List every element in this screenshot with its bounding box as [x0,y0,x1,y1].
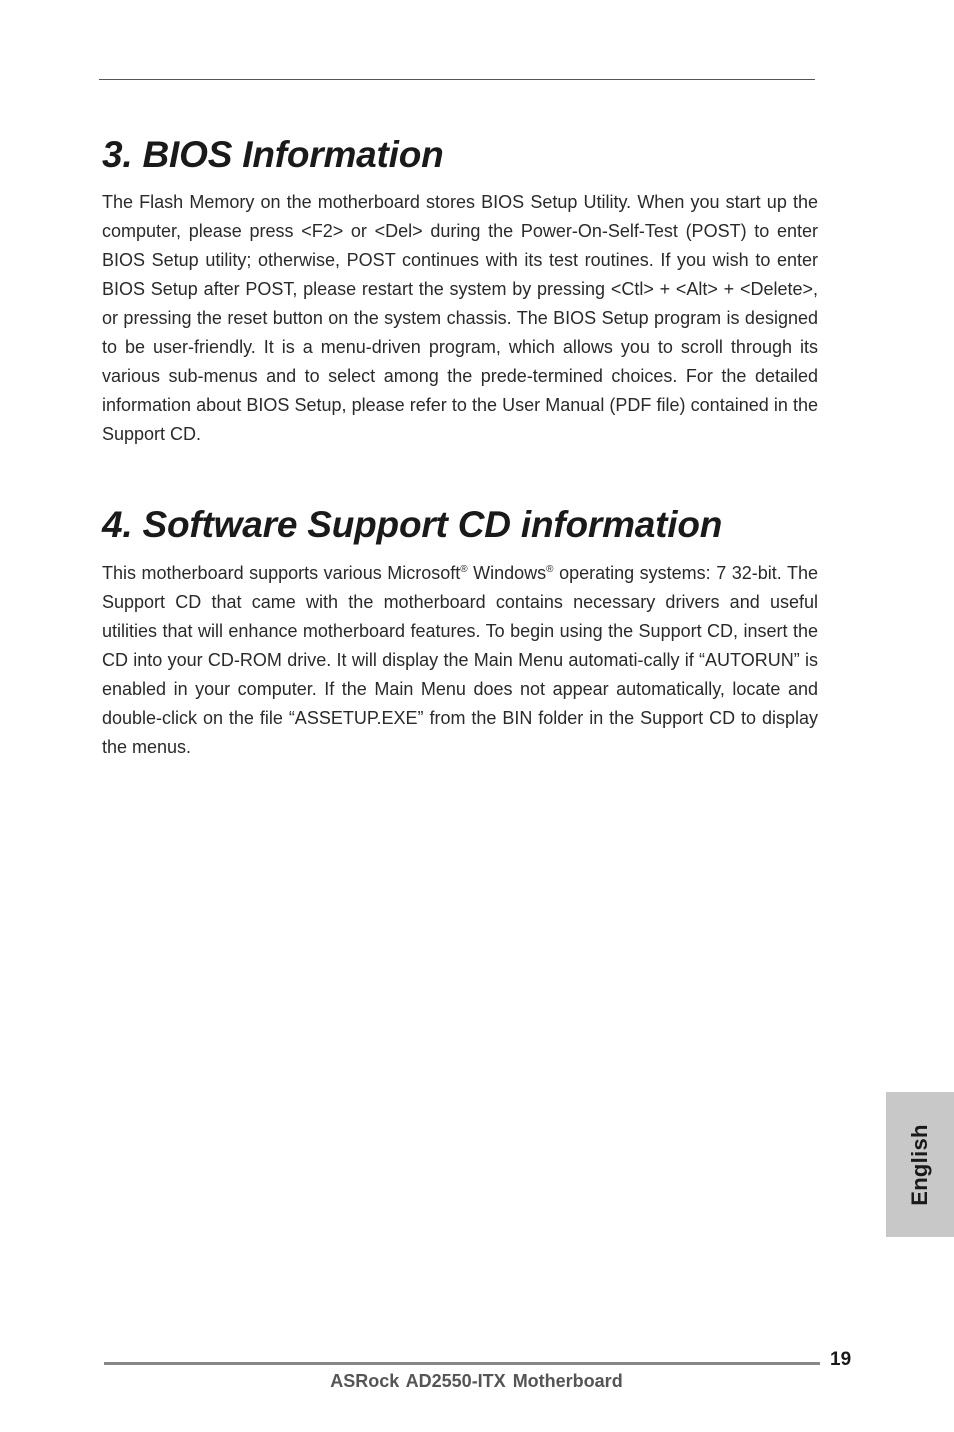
registered-mark: ® [460,564,468,575]
registered-mark: ® [546,564,554,575]
language-tab-label: English [907,1123,932,1206]
footer-text: ASRock AD2550-ITX Motherboard [330,1371,623,1391]
language-tab [886,1092,954,1237]
body-text-part1: This motherboard supports various Microsoft [102,563,461,583]
section-body [102,559,818,762]
body-text-part3: operating systems: 7 32-bit. The Support CD that came with the motherboard contains necessary drivers and useful utilities that will enhance motherboard features. To begin using the Support CD, insert the CD into your CD-ROM drive. It will display the Main Menu automati-cally if “AUTORUN” is enabled in your computer. If the Main Menu does not appear automatically, locate and double-click on the file “ASSETUP.EXE” from the BIN folder in the Support CD to display the menus. [102,563,818,757]
section-software-support-cd [102,503,818,762]
bottom-rule [104,1362,820,1365]
top-rule [99,79,815,80]
section-title: 3. BIOS Information [102,134,444,175]
body-text-part2: Windows [467,563,547,583]
section-body: The Flash Memory on the motherboard stores BIOS Setup Utility. When you start up the computer, please press <F2> or <Del> during the Power-On-Self-Test (POST) to enter BIOS Setup utility; otherwise, POST continues with its test routines. If you wish to enter BIOS Setup after POST, please restart the system by pressing <Ctl> + <Alt> + <Delete>, or pressing the reset button on the system chassis. The BIOS Setup program is designed to be user-friendly. It is a menu-driven program, which allows you to scroll through its various sub-menus and to select among the prede-termined choices. For the detailed information about BIOS Setup, please refer to the User Manual (PDF file) contained in the Support CD. [102,192,818,444]
section-title: 4. Software Support CD information [102,504,723,545]
page-number: 19 [830,1349,852,1370]
section-bios-information [102,133,818,449]
